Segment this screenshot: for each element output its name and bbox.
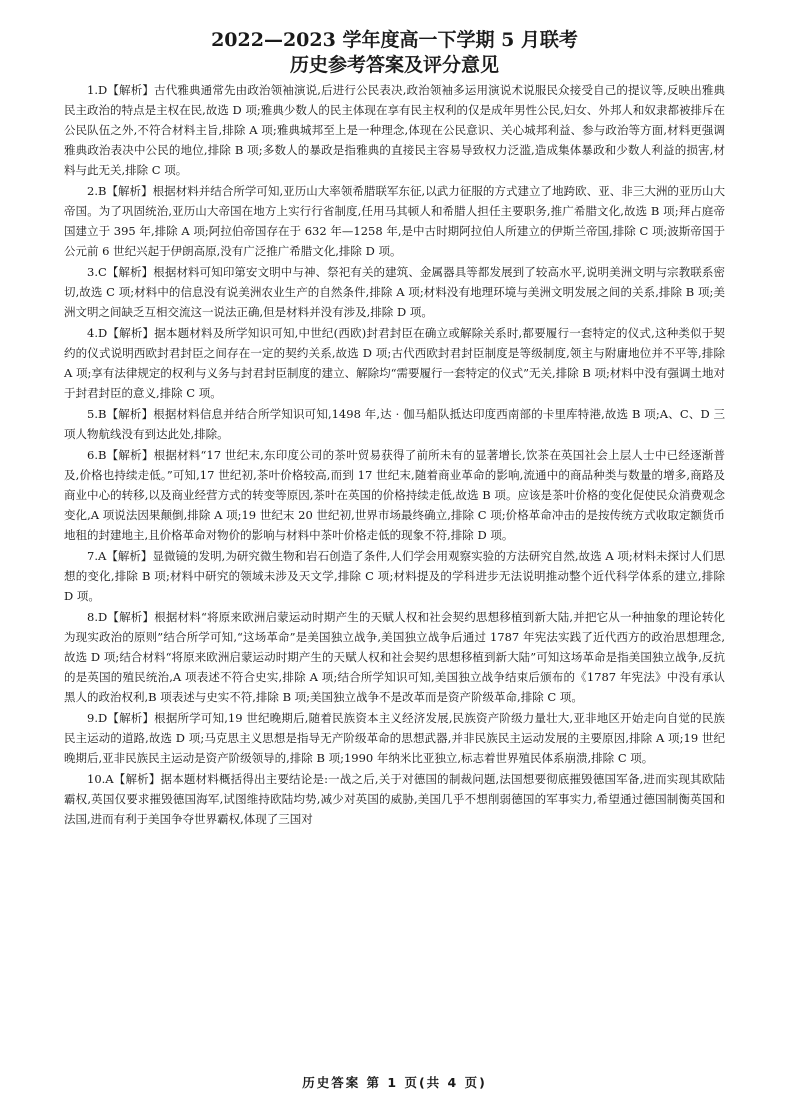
answer-item: 1.D【解析】古代雅典通常先由政治领袖演说,后进行公民表决,政治领袖多运用演说术说服民众接受自己的提议等,反映出雅典民主政治的特点是主权在民,故选 D 项;雅典少数人的民主体现在享有民主权利的仅是成年男性公民,妇女、外邦人和奴隶都被排斥在公民队伍之外,不符合材料主旨,排除 A 项;雅典城邦至上是一种理念,体现在公民意识、关心城邦利益、参与政治等方面,材料更强调雅典政治表决中公民的地位,排除 B 项;多数人的暴政是指雅典的直接民主容易导致权力泛滥,造成集体暴政和少数人利益的损害,材料与此无关,排除 C 项。 [64,83,726,177]
answer-item: 8.D【解析】根据材料“将原来欧洲启蒙运动时期产生的天赋人权和社会契约思想移植到新大陆,并把它从一种抽象的理论转化为现实政治的原则”结合所学可知,“这场革命”是美国独立战争,美国独立战争后通过 1787 年宪法实践了近代西方的政治思想理念,故选 D 项;结合材料“将原来欧洲启蒙运动时期产生的天赋人权和社会契约思想移植到新大陆”可知这场革命是指美国独立战争,反抗的是英国的殖民统治,A 项表述不符合史实,排除 A 项;结合所学知识可知,美国独立战争结束后颁布的《1787 年宪法》中没有承认黑人的政治权利,B 项表述与史实不符,排除 B 项;美国独立战争不是改革而是资产阶级革命,排除 C 项。 [64,610,726,704]
answer-list [64,80,725,829]
item-explanation: 据本题材料及所学知识可知,中世纪(西欧)封君封臣在确立或解除关系时,都要履行一套特定的仪式,这种类似于契约的仪式说明西欧封君封臣之间存在一定的契约关系,故选 D 项;古代西欧封君封臣制度是等级制度,领主与附庸地位并不平等,排除 A 项;享有法律规定的权利与义务与封君封臣制度的建立、解除均“需要履行一套特定的仪式”无关,排除 B 项;材料中没有强调土地对于封君封臣的意义,排除 C 项。 [64,326,725,400]
item-explanation: 显微镜的发明,为研究微生物和岩石创造了条件,人们学会用观察实验的方法研究自然,故选 A 项;材料未探讨人们思想的变化,排除 B 项;材料中研究的领域未涉及天文学,排除 C 项;材料提及的学科进步无法说明推动整个近代科学体系的建立,排除 D 项。 [64,549,726,603]
item-explanation: 根据材料可知印第安文明中与神、祭祀有关的建筑、金属器具等都发展到了较高水平,说明美洲文明与宗教联系密切,故选 C 项;材料中的信息没有说美洲农业生产的自然条件,排除 A 项;材料没有地理环境与美洲文明发展之间的关系,排除 B 项;美洲文明之间缺乏互相交流这一说法正确,但是材料并没有涉及,排除 D 项。 [64,265,725,319]
item-answer: B [97,448,107,462]
item-answer: D [97,83,108,97]
item-answer: B [97,407,107,421]
answer-item: 2.B【解析】根据材料并结合所学可知,亚历山大率领希腊联军东征,以武力征服的方式建立了地跨欧、亚、非三大洲的亚历山大帝国。为了巩固统治,亚历山大帝国在地方上实行行省制度,任用马其顿人和希腊人担任主要职务,推广希腊文化,故选 B 项;拜占庭帝国建立于 395 年,排除 A 项;阿拉伯帝国存在于 632 年—1258 年,是中古时期阿拉伯人所建立的伊斯兰帝国,排除 C 项;波斯帝国于公元前 6 世纪兴起于伊朗高原,没有广泛推广希腊文化,排除 D 项。 [64,184,726,258]
item-number: 10. [87,772,106,786]
analysis-tag: 解析 [118,184,142,198]
item-number: 8. [87,610,98,624]
item-answer: D [97,711,108,725]
item-answer: D [97,326,108,340]
analysis-tag: 解析 [118,265,142,279]
analysis-tag: 解析 [119,83,143,97]
item-number: 4. [87,326,98,340]
item-answer: B [97,184,107,198]
item-explanation: 根据材料信息并结合所学知识可知,1498 年,达 · 伽马船队抵达印度西南部的卡里库特港,故选 B 项;A、C、D 三项人物航线没有到达此处,排除。 [64,407,726,441]
answer-item: 3.C【解析】根据材料可知印第安文明中与神、祭祀有关的建筑、金属器具等都发展到了较高水平,说明美洲文明与宗教联系密切,故选 C 项;材料中的信息没有说美洲农业生产的自然条件,排除 A 项;材料没有地理环境与美洲文明发展之间的关系,排除 B 项;美洲文明之间缺乏互相交流这一说法正确,但是材料并没有涉及,排除 D 项。 [64,265,725,319]
item-explanation: 根据材料“将原来欧洲启蒙运动时期产生的天赋人权和社会契约思想移植到新大陆,并把它从一种抽象的理论转化为现实政治的原则”结合所学可知,“这场革命”是美国独立战争,美国独立战争后通过 1787 年宪法实践了近代西方的政治思想理念,故选 D 项;结合材料“将原来欧洲启蒙运动时期产生的天赋人权和社会契约思想移植到新大陆”可知这场革命是指美国独立战争,反抗的是英国的殖民统治,A 项表述不符合史实,排除 A 项;结合所学知识可知,美国独立战争结束后颁布的《1787 年宪法》中没有承认黑人的政治权利,B 项表述与史实不符,排除 B 项;美国独立战争不是改革而是资产阶级革命,排除 C 项。 [64,610,726,704]
item-explanation: 古代雅典通常先由政治领袖演说,后进行公民表决,政治领袖多运用演说术说服民众接受自己的提议等,反映出雅典民主政治的特点是主权在民,故选 D 项;雅典少数人的民主体现在享有民主权利的仅是成年男性公民,妇女、外邦人和奴隶都被排斥在公民队伍之外,不符合材料主旨,排除 A 项;雅典城邦至上是一种理念,体现在公民意识、关心城邦利益、参与政治等方面,材料更强调雅典政治表决中公民的地位,排除 B 项;多数人的暴政是指雅典的直接民主容易导致权力泛滥,造成集体暴政和少数人利益的损害,材料与此无关,排除 C 项。 [64,83,726,177]
item-number: 9. [87,711,98,725]
item-number: 2. [87,184,98,198]
answer-item: 6.B【解析】根据材料“17 世纪末,东印度公司的茶叶贸易获得了前所未有的显著增长,饮茶在英国社会上层人士中已经逐渐普及,价格也持续走低。”可知,17 世纪初,茶叶价格较高,而到 17 世纪末,随着商业革命的影响,流通中的商品种类与数量的增多,商路及商业中心的转移,以及商业经营方式的转变等原因,茶叶在英国的价格持续走低,故选 B 项。应该是茶叶价格的变化促使民众消费观念变化,A 项说法因果颠倒,排除 A 项;19 世纪末 20 世纪初,世界市场最终确立,排除 C 项;价格革命冲击的是按传统方式收取定额货币地租的封建地主,且价格革命对物价的影响与材料中茶叶价格走低的现象不符,排除 D 项。 [64,448,726,542]
item-number: 6. [87,448,98,462]
item-explanation: 根据材料“17 世纪末,东印度公司的茶叶贸易获得了前所未有的显著增长,饮茶在英国社会上层人士中已经逐渐普及,价格也持续走低。”可知,17 世纪初,茶叶价格较高,而到 17 世纪末,随着商业革命的影响,流通中的商品种类与数量的增多,商路及商业中心的转移,以及商业经营方式的转变等原因,茶叶在英国的价格持续走低,故选 B 项。应该是茶叶价格的变化促使民众消费观念变化,A 项说法因果颠倒,排除 A 项;19 世纪末 20 世纪初,世界市场最终确立,排除 C 项;价格革命冲击的是按传统方式收取定额货币地租的封建地主,且价格革命对物价的影响与材料中茶叶价格走低的现象不符,排除 D 项。 [64,448,726,542]
item-explanation: 根据所学可知,19 世纪晚期后,随着民族资本主义经济发展,民族资产阶级力量壮大,亚非地区开始走向自觉的民族民主运动的道路,故选 D 项;马克思主义思想是指导无产阶级革命的思想武器,并非民族民主运动发展的主要原因,排除 A 项;19 世纪晚期后,亚非民族民主运动是资产阶级领导的,排除 B 项;1990 年纳米比亚独立,标志着世界殖民体系崩溃,排除 C 项。 [64,711,726,765]
answer-item: 7.A【解析】显微镜的发明,为研究微生物和岩石创造了条件,人们学会用观察实验的方法研究自然,故选 A 项;材料未探讨人们思想的变化,排除 B 项;材料中研究的领域未涉及天文学,排除 C 项;材料提及的学科进步无法说明推动整个近代科学体系的建立,排除 D 项。 [64,549,726,603]
answer-item: 4.D【解析】据本题材料及所学知识可知,中世纪(西欧)封君封臣在确立或解除关系时,都要履行一套特定的仪式,这种类似于契约的仪式说明西欧封君封臣之间存在一定的契约关系,故选 D 项;古代西欧封君封臣制度是等级制度,领主与附庸地位并不平等,排除 A 项;享有法律规定的权利与义务与封君封臣制度的建立、解除均“需要履行一套特定的仪式”无关,排除 B 项;材料中没有强调土地对于封君封臣的意义,排除 C 项。 [64,326,725,400]
item-answer: A [105,772,114,786]
analysis-tag: 解析 [119,711,143,725]
page-footer: 历史答案 第 1 页(共 4 页) [302,1075,487,1090]
answer-item: 10.A【解析】据本题材料概括得出主要结论是:一战之后,关于对德国的制裁问题,法国想要彻底摧毁德国军备,进而实现其欧陆霸权,英国仅要求摧毁德国海军,试图维持欧陆均势,减少对英国的威胁,美国几乎不想削弱德国的军事实力,希望通过德国制衡英国和法国,进而有利于美国争夺世界霸权,体现了三国对 [64,772,726,826]
item-explanation: 根据材料并结合所学可知,亚历山大率领希腊联军东征,以武力征服的方式建立了地跨欧、亚、非三大洲的亚历山大帝国。为了巩固统治,亚历山大帝国在地方上实行行省制度,任用马其顿人和希腊人担任主要职务,推广希腊文化,故选 B 项;拜占庭帝国建立于 395 年,排除 A 项;阿拉伯帝国存在于 632 年—1258 年,是中古时期阿拉伯人所建立的伊斯兰帝国,排除 C 项;波斯帝国于公元前 6 世纪兴起于伊朗高原,没有广泛推广希腊文化,排除 D 项。 [64,184,726,258]
item-number: 5. [87,407,98,421]
item-number: 1. [87,83,98,97]
analysis-tag: 解析 [118,448,142,462]
item-answer: D [97,610,108,624]
analysis-tag: 解析 [119,610,143,624]
item-explanation: 据本题材料概括得出主要结论是:一战之后,关于对德国的制裁问题,法国想要彻底摧毁德国军备,进而实现其欧陆霸权,英国仅要求摧毁德国海军,试图维持欧陆均势,减少对英国的威胁,美国几乎不想削弱德国的军事实力,希望通过德国制衡英国和法国,进而有利于美国争夺世界霸权,体现了三国对 [64,772,726,826]
analysis-tag: 解析 [125,772,149,786]
exam-title: 2022—2023 学年度高一下学期 5 月联考 [211,29,578,51]
analysis-tag: 解析 [118,407,142,421]
item-answer: C [97,265,107,279]
answer-item: 5.B【解析】根据材料信息并结合所学知识可知,1498 年,达 · 伽马船队抵达印度西南部的卡里库特港,故选 B 项;A、C、D 三项人物航线没有到达此处,排除。 [64,407,726,441]
item-number: 3. [87,265,98,279]
answer-key-title: 历史参考答案及评分意见 [289,54,499,76]
item-answer: A [97,549,107,563]
analysis-tag: 解析 [119,326,143,340]
analysis-tag: 解析 [117,549,141,563]
answer-item: 9.D【解析】根据所学可知,19 世纪晚期后,随着民族资本主义经济发展,民族资产阶级力量壮大,亚非地区开始走向自觉的民族民主运动的道路,故选 D 项;马克思主义思想是指导无产阶级革命的思想武器,并非民族民主运动发展的主要原因,排除 A 项;19 世纪晚期后,亚非民族民主运动是资产阶级领导的,排除 B 项;1990 年纳米比亚独立,标志着世界殖民体系崩溃,排除 C 项。 [64,711,726,765]
item-number: 7. [87,549,98,563]
